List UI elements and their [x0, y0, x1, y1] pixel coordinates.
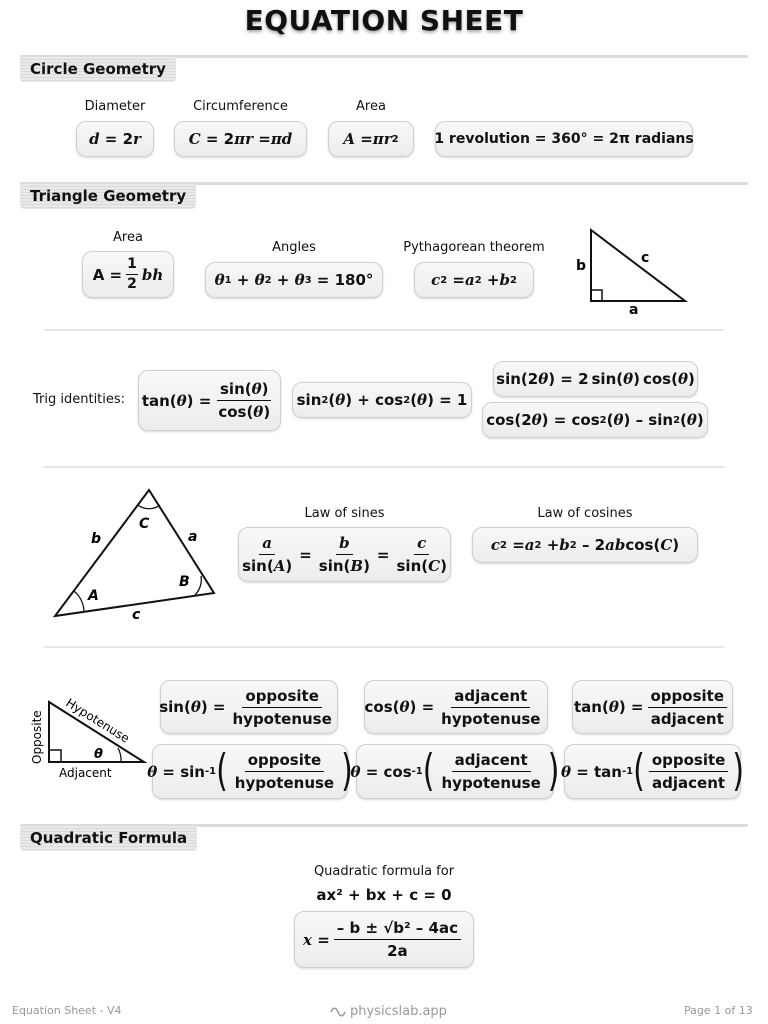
- divider: [44, 646, 724, 648]
- circle-area-formula: A = πr 2: [328, 121, 414, 157]
- angles-formula: θ 1 + θ 2 + θ 3 = 180°: [205, 262, 383, 298]
- footer-version: Equation Sheet - V4: [12, 1004, 122, 1017]
- side-b-label: b: [576, 258, 587, 274]
- law-of-sines-formula: $\frac{a}{\sin(A)}$ = $\frac{b}{\sin(B)}$ = $\frac{c}{\sin(C)}$: [238, 527, 451, 582]
- theta-arc: [118, 748, 121, 762]
- side-a-label: a: [188, 529, 198, 545]
- law-of-cosines-label: Law of cosines: [537, 506, 633, 521]
- law-of-sines-label: Law of sines: [304, 506, 385, 521]
- triangle-area-formula: A = $\frac{1}{2}$ bh: [82, 251, 174, 298]
- diameter-label: Diameter: [84, 99, 146, 114]
- revolution-formula: 1 revolution = 360° = 2π radians: [435, 121, 693, 157]
- inverse-cosine: θ = cos -1 ( $\frac{\text{adjacent}}{\text{hypotenuse}}$ ): [356, 744, 554, 799]
- pythagorean-formula: c 2 = a 2 + b 2: [414, 262, 534, 298]
- physicslab-logo-icon: [330, 1007, 346, 1017]
- law-of-cosines-formula: c 2 = a 2 + b 2 – 2 ab cos( C ): [472, 527, 698, 563]
- trig-identities-label: Trig identities:: [33, 392, 126, 407]
- angle-b-label: B: [179, 574, 190, 590]
- angle-a-arc: [74, 591, 84, 612]
- triangle-shape: [591, 230, 685, 301]
- page-title: EQUATION SHEET: [244, 4, 524, 37]
- tangent-ratio: tan( θ ) = $\frac{\text{opposite}}{\text{adjacent}}$: [572, 680, 733, 734]
- side-a-label: a: [629, 302, 639, 318]
- side-c-label: c: [132, 607, 141, 623]
- angles-label: Angles: [272, 240, 316, 255]
- opposite-label: Opposite: [30, 710, 44, 764]
- divider: [44, 329, 724, 331]
- pythagorean-label: Pythagorean theorem: [403, 240, 545, 255]
- quadratic-intro: Quadratic formula for: [313, 864, 455, 879]
- quadratic-formula: x = $\frac{\text{– b ± √b² – 4ac}}{2a}$: [294, 911, 474, 968]
- diameter-formula: d = 2 r: [76, 121, 154, 157]
- area-label: Area: [356, 99, 386, 114]
- section-triangle-geometry: Triangle Geometry: [20, 184, 196, 209]
- sine-ratio: sin( θ ) = $\frac{\text{opposite}}{\text{hypotenuse}}$: [160, 680, 338, 734]
- inverse-sine: θ = sin -1 ( $\frac{\text{opposite}}{\text{hypotenuse}}$ ): [152, 744, 348, 799]
- right-triangle-figure: [568, 224, 698, 318]
- labeled-right-triangle-figure: [28, 690, 153, 780]
- section-quadratic-formula: Quadratic Formula: [20, 826, 197, 851]
- footer-brand-text[interactable]: physicslab.app: [350, 1004, 447, 1019]
- right-angle-marker: [49, 750, 61, 762]
- footer-brand[interactable]: [330, 1004, 447, 1019]
- side-c-label: c: [641, 250, 650, 266]
- double-angle-sin: sin(2 θ ) = 2 sin( θ ) cos( θ ): [493, 361, 698, 397]
- inverse-tangent: θ = tan -1 ( $\frac{\text{opposite}}{\text{adjacent}}$ ): [564, 744, 741, 799]
- hypotenuse-label: Hypotenuse: [63, 695, 132, 746]
- pythagorean-identity: sin 2 ( θ ) + cos 2 ( θ ) = 1: [292, 382, 472, 418]
- section-circle-geometry: Circle Geometry: [20, 57, 176, 82]
- footer-page-number: Page 1 of 13: [684, 1004, 753, 1017]
- right-angle-marker: [591, 290, 602, 301]
- cosine-ratio: cos( θ ) = $\frac{\text{adjacent}}{\text{hypotenuse}}$: [364, 680, 548, 734]
- theta-label: θ: [94, 747, 103, 762]
- angle-c-arc: [138, 505, 160, 509]
- angle-a-label: A: [88, 588, 99, 604]
- divider: [44, 466, 724, 468]
- quadratic-equation: ax² + bx + c = 0: [316, 886, 452, 904]
- tan-identity: tan( θ ) = $\frac{\sin(\theta)}{\cos(\theta)}$: [138, 370, 281, 431]
- oblique-triangle-figure: [48, 483, 223, 628]
- circumference-formula: C = 2 πr = πd: [174, 121, 307, 157]
- circumference-label: Circumference: [193, 99, 288, 114]
- angle-c-label: C: [139, 516, 150, 532]
- side-b-label: b: [91, 531, 102, 547]
- angle-b-arc: [194, 576, 201, 596]
- triangle-area-label: Area: [113, 230, 143, 245]
- adjacent-label: Adjacent: [59, 766, 112, 780]
- double-angle-cos: cos(2 θ ) = cos 2 ( θ ) – sin 2 ( θ ): [482, 402, 708, 438]
